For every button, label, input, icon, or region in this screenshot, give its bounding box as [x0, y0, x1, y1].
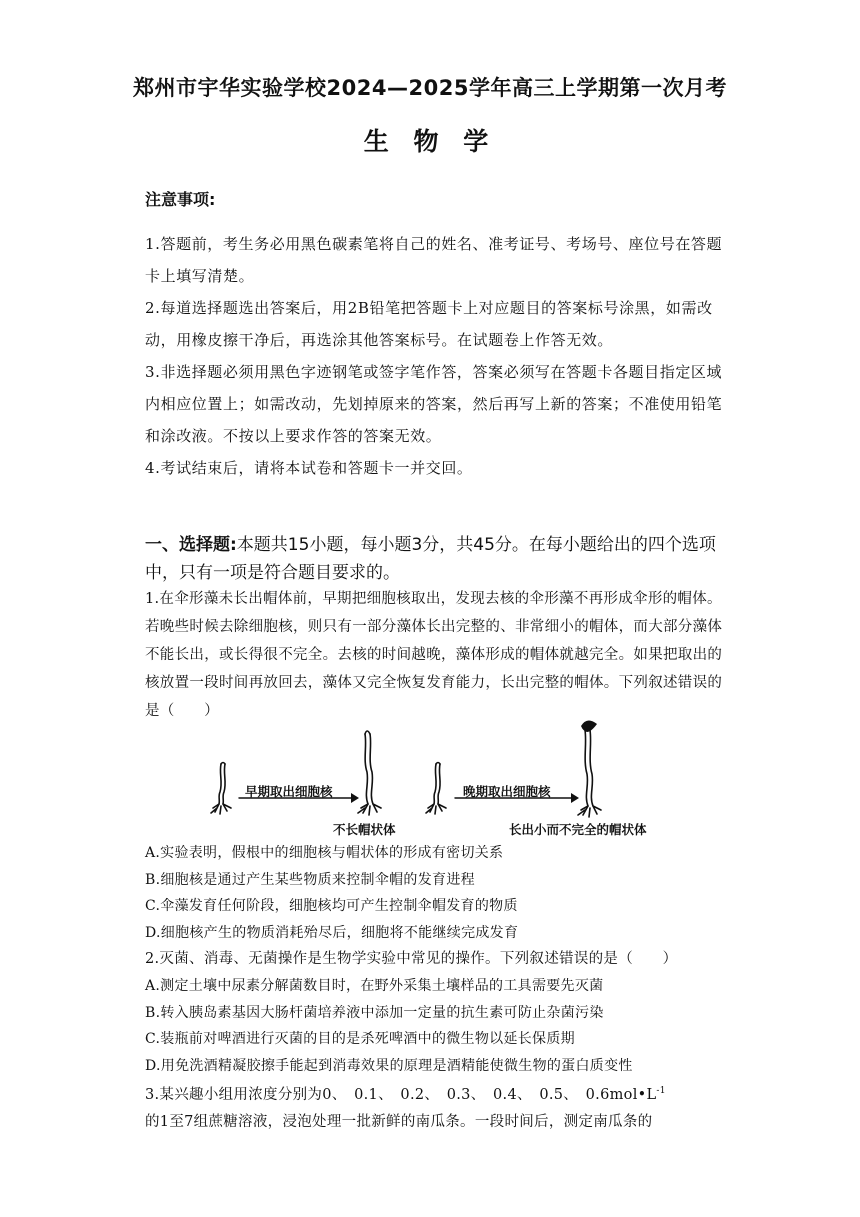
arrowhead-early	[351, 793, 359, 803]
result-label-no-cap: 不长帽状体	[333, 822, 396, 837]
arrow-label-late: 晚期取出细胞核	[463, 784, 551, 799]
notice-heading: 注意事项:	[145, 190, 216, 209]
alga-intact-1	[211, 763, 231, 815]
question-2	[145, 946, 745, 1079]
notice-list	[145, 228, 725, 484]
alga-intact-2	[426, 763, 446, 815]
acetabularia-figure	[205, 716, 675, 838]
option-d: D.用免洗酒精凝胶擦手能起到消毒效果的原理是酒精能使微生物的蛋白质变性	[145, 1057, 633, 1074]
notice-item: 3.非选择题必须用黑色字迹钢笔或签字笔作答，答案必须写在答题卡各题目指定区域内相应位置上；如需改动，先划掉原来的答案，然后再写上新的答案；不准使用铅笔和涂改液。不按以上要求作答的答案无效。	[145, 363, 723, 445]
notice-item: 4.考试结束后，请将本试卷和答题卡一并交回。	[145, 459, 473, 477]
section-heading	[145, 531, 730, 587]
option-c: C.装瓶前对啤酒进行灭菌的目的是杀死啤酒中的微生物以延长保质期	[145, 1031, 575, 1047]
question-1-stem: 1.在伞形藻未长出帽体前，早期把细胞核取出，发现去核的伞形藻不再形成伞形的帽体。若晚些时候去除细胞核，则只有一部分藻体长出完整的、非常细小的帽体，而大部分藻体不能长出，或长得很不完全。去核的时间越晚，藻体形成的帽体就越完全。如果把取出的核放置一段时间再放回去，藻体又完全恢复发育能力，长出完整的帽体。下列叙述错误的是（ ）	[145, 591, 723, 719]
result-label-small-cap: 长出小而不完全的帽状体	[509, 822, 647, 837]
small-cap-icon	[581, 720, 597, 732]
alga-stalk-no-cap	[358, 731, 381, 815]
option-a: A.测定土壤中尿素分解菌数目时，在野外采集土壤样品的工具需要先灭菌	[145, 978, 604, 994]
option-b: B.细胞核是通过产生某些物质来控制伞帽的发育进程	[145, 871, 475, 888]
question-3-stem-line2: 的1至7组蔗糖溶液，浸泡处理一批新鲜的南瓜条。一段时间后，测定南瓜条的	[145, 1113, 653, 1130]
option-a: A.实验表明，假根中的细胞核与帽状体的形成有密切关系	[145, 845, 504, 861]
question-3-text: 3.某兴趣小组用浓度分别为0、 0.1、 0.2、 0.3、 0.4、 0.5、 0.6mol•L	[145, 1086, 657, 1103]
option-c: C.伞藻发育任何阶段，细胞核均可产生控制伞帽发育的物质	[145, 898, 518, 914]
exam-title: 郑州市宇华实验学校2024—2025学年高三上学期第一次月考	[133, 76, 727, 100]
section-instructions: 本题共15小题，每小题3分，共45分。在每小题给出的四个选项中，只有一项是符合题目要求的。	[145, 535, 716, 583]
alga-small-cap	[578, 730, 601, 817]
subject-title: 生 物 学	[363, 127, 497, 156]
question-3-stem-line1	[145, 1078, 745, 1109]
section-label: 一、选择题:	[145, 535, 237, 555]
option-d: D.细胞核产生的物质消耗殆尽后，细胞将不能继续完成发育	[145, 924, 519, 941]
arrowhead-late	[571, 793, 579, 803]
notice-item: 1.答题前，考生务必用黑色碳素笔将自己的姓名、准考证号、考场号、座位号在答题卡上填写清楚。	[145, 235, 723, 285]
question-2-stem: 2.灭菌、消毒、无菌操作是生物学实验中常见的操作。下列叙述错误的是（ ）	[145, 951, 678, 967]
option-b: B.转入胰岛素基因大肠杆菌培养液中添加一定量的抗生素可防止杂菌污染	[145, 1004, 604, 1021]
unit-exponent: -1	[656, 1086, 666, 1096]
notice-item: 2.每道选择题选出答案后，用2B铅笔把答题卡上对应题目的答案标号涂黑，如需改动，用橡皮擦干净后，再选涂其他答案标号。在试题卷上作答无效。	[145, 299, 713, 349]
question-1-options	[145, 840, 745, 946]
question-3	[145, 1078, 745, 1136]
arrow-label-early: 早期取出细胞核	[245, 784, 333, 799]
